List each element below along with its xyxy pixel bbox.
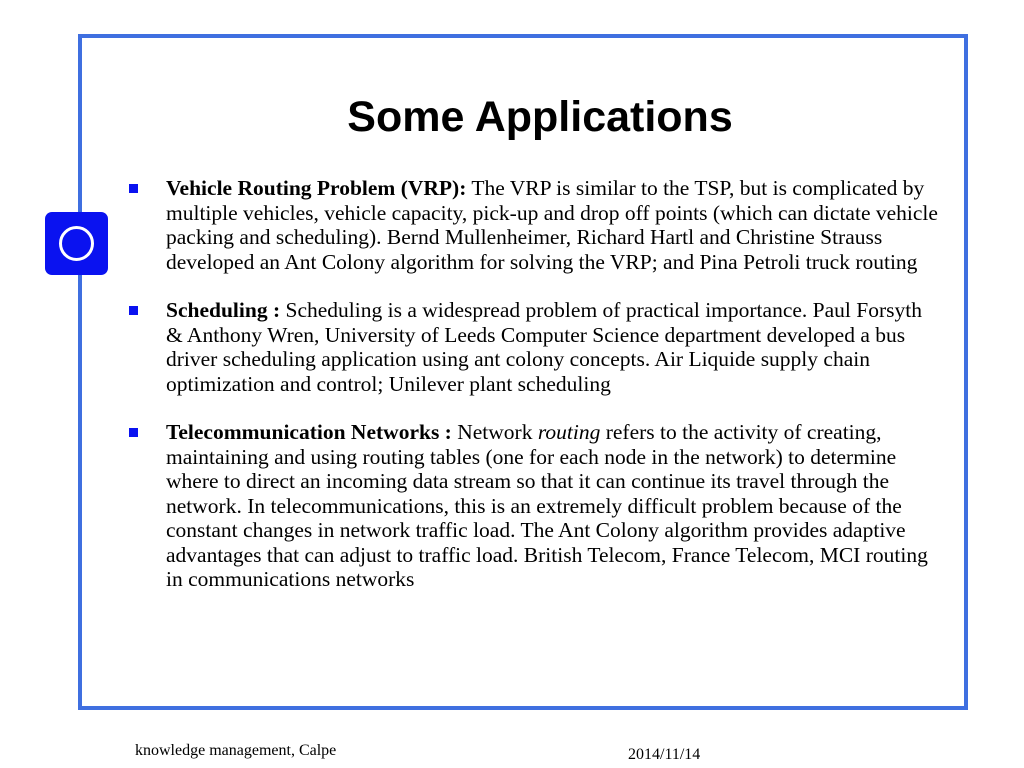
bullet-text-after: refers to the activity of creating, maintaining and using routing tables (one for each node in the network) to determine where to direct an incoming data stream so that it can continue its travel through the network. In telecommunications, this is an extremely difficult problem because of the constant changes in network traffic load. The Ant Colony algorithm provides adaptive advantages that can adjust to traffic load. British Telecom, France Telecom, MCI routing in communications networks xyxy=(166,420,928,591)
bullet-vrp xyxy=(124,176,944,274)
bullet-text: The VRP is similar to the TSP, but is complicated by multiple vehicles, vehicle capacity, pick-up and drop off points (which can dictate vehicle packing and scheduling). Bernd Mullenheimer, Richard Hartl and Christine Strauss developed an Ant Colony algorithm for solving the VRP; and Pina Petroli truck routing xyxy=(166,176,938,274)
footer-source: knowledge management, Calpe xyxy=(135,742,337,759)
bullet-text-before: Network xyxy=(451,420,538,444)
square-bullet-icon xyxy=(129,184,138,193)
circle-in-square-icon xyxy=(45,212,108,275)
square-bullet-icon xyxy=(129,428,138,437)
ring-icon xyxy=(59,226,94,261)
bullet-term: Telecommunication Networks : xyxy=(166,420,452,444)
bullet-text: Scheduling is a widespread problem of practical importance. Paul Forsyth & Anthony Wren, University of Leeds Computer Science department developed a bus driver scheduling application using ant colony concepts. Air Liquide supply chain optimization and control; Unilever plant scheduling xyxy=(166,298,922,396)
square-bullet-icon xyxy=(129,306,138,315)
bullet-emphasis: routing xyxy=(537,420,601,444)
bullet-scheduling xyxy=(124,298,944,396)
footer-date: 2014/11/14 xyxy=(628,746,701,763)
slide-title: Some Applications xyxy=(347,93,733,141)
bullet-term: Scheduling : xyxy=(166,298,281,322)
bullet-list xyxy=(124,176,944,616)
bullet-telecom xyxy=(124,420,944,592)
bullet-term: Vehicle Routing Problem (VRP): xyxy=(166,176,467,200)
